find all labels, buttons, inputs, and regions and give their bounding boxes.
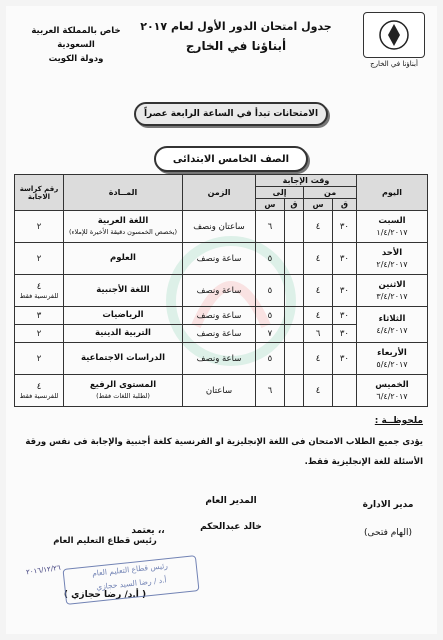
col-answer-time: وقت الإجابة [256,175,357,187]
from-minutes: ٣٠ [332,325,356,343]
from-hours: ٤ [304,243,333,275]
row-day: الثلاثاء ٤/٤/٢٠١٧ [357,307,428,343]
row-day: الأربعاء ٥/٤/٢٠١٧ [357,343,428,375]
row-day: الأحد ٢/٤/٢٠١٧ [357,243,428,275]
start-time-banner: الامتحانات تبدأ في الساعة الرابعة عصراً [134,102,328,126]
exam-schedule-table [14,174,428,407]
to-minutes [284,307,303,325]
duration-cell: ساعة ونصف [183,275,256,307]
from-hours: ٤ [304,275,333,307]
table-row [15,211,428,243]
col-from: من [304,187,357,199]
booklet-cell: ٣ [15,307,64,325]
booklet-cell: ٤ للفرنسية فقط [15,375,64,407]
handwritten-date: ٢٠١٦/١٢/٢٦ [25,563,62,577]
subject-cell: الدراسات الاجتماعية [64,343,183,375]
row-day: الخميس ٦/٤/٢٠١٧ [357,375,428,407]
subject-cell: العلوم [64,243,183,275]
booklet-cell: ٢ [15,243,64,275]
title-line-1: جدول امتحان الدور الأول لعام ٢٠١٧ [140,20,332,33]
admin-signature [353,500,423,538]
row-day: الاثنين ٣/٤/٢٠١٧ [357,275,428,307]
table-row [15,243,428,275]
from-minutes: ٣٠ [332,243,356,275]
logo-emblem-icon [363,12,425,58]
duration-cell: ساعة ونصف [183,325,256,343]
to-minutes [284,375,303,407]
table-row [15,275,428,307]
from-minutes: ٣٠ [332,211,356,243]
from-hours: ٤ [304,307,333,325]
document-page [6,6,437,634]
gm-name: خالد عبدالحكم [200,522,262,532]
col-duration: الزمن [183,175,256,211]
logo-caption: أبناؤنا في الخارج [370,60,418,68]
stamp-line-1: رئيس قطاع التعليم العام [91,561,169,579]
to-minutes [284,325,303,343]
document-title [126,20,346,53]
admin-name: (الهام فتحى) [364,528,412,538]
from-hours: ٤ [304,375,333,407]
col-day: اليوم [357,175,428,211]
col-from-s: س [304,199,333,211]
subject-cell: التربية الدينية [64,325,183,343]
duration-cell: ساعة ونصف [183,243,256,275]
duration-cell: ساعتان [183,375,256,407]
from-minutes: ٣٠ [332,275,356,307]
col-subject: المــادة [64,175,183,211]
region-line-2: ودولة الكويت [48,54,104,64]
from-hours: ٦ [304,325,333,343]
to-hours: ٥ [256,307,285,325]
subject-cell: اللغة الأجنبية [64,275,183,307]
to-minutes [284,243,303,275]
head-name: ( أ.د/ رضا حجازي ) [63,590,147,600]
to-minutes [284,211,303,243]
row-day: السبت ١/٤/٢٠١٧ [357,211,428,243]
booklet-cell: ٤ للفرنسية فقط [15,275,64,307]
notes-section [13,416,423,472]
title-line-2: أبناؤنا في الخارج [185,39,287,53]
ministry-logo [361,12,427,72]
table-row [15,343,428,375]
from-minutes [332,375,356,407]
general-manager-signature [176,496,286,532]
head-title: رئيس قطاع التعليم العام [53,536,157,546]
from-hours: ٤ [304,211,333,243]
to-hours: ٦ [256,375,285,407]
region-note [16,24,136,66]
region-line-1: خاص بالمملكة العربية السعودية [31,26,121,50]
admin-title: مدير الادارة [362,500,414,510]
grade-label: الصف الخامس الابتدائى [154,146,308,172]
subject-cell: المستوى الرفيع (لطلبة اللغات فقط) [64,375,183,407]
table-row [15,375,428,407]
notes-body: يؤدى جميع الطلاب الامتحان فى اللغة الإنجليزية او الفرنسية كلغة أجنبية والإجابة فى نفس ورقة الأسئلة للغة الإنجليزية فقط. [25,437,423,467]
duration-cell: ساعة ونصف [183,307,256,325]
to-minutes [284,275,303,307]
from-hours: ٤ [304,343,333,375]
to-hours: ٥ [256,343,285,375]
col-to: إلى [256,187,304,199]
gm-title: المدير العام [205,496,257,506]
to-hours: ٥ [256,275,285,307]
booklet-cell: ٢ [15,325,64,343]
approval-label: يعتمد ،، [131,526,165,536]
to-hours: ٦ [256,211,285,243]
booklet-cell: ٢ [15,211,64,243]
booklet-cell: ٢ [15,343,64,375]
from-minutes: ٣٠ [332,307,356,325]
duration-cell: ساعتان ونصف [183,211,256,243]
duration-cell: ساعة ونصف [183,343,256,375]
col-to-q: ق [284,199,303,211]
col-to-s: س [256,199,285,211]
to-minutes [284,343,303,375]
col-from-q: ق [332,199,356,211]
subject-cell: اللغة العربية (يخصص الخمسون دقيقة الأخيرة للإملاء) [64,211,183,243]
table-row [15,307,428,325]
to-hours: ٧ [256,325,285,343]
to-hours: ٥ [256,243,285,275]
from-minutes: ٣٠ [332,343,356,375]
notes-heading: ملحوظــة : [374,416,423,426]
col-booklet: رقم كراسة الاجابة [15,175,64,211]
subject-cell: الرياضيات [64,307,183,325]
stamp-line-2: أ.د / رضا السيد حجازي [95,575,167,592]
